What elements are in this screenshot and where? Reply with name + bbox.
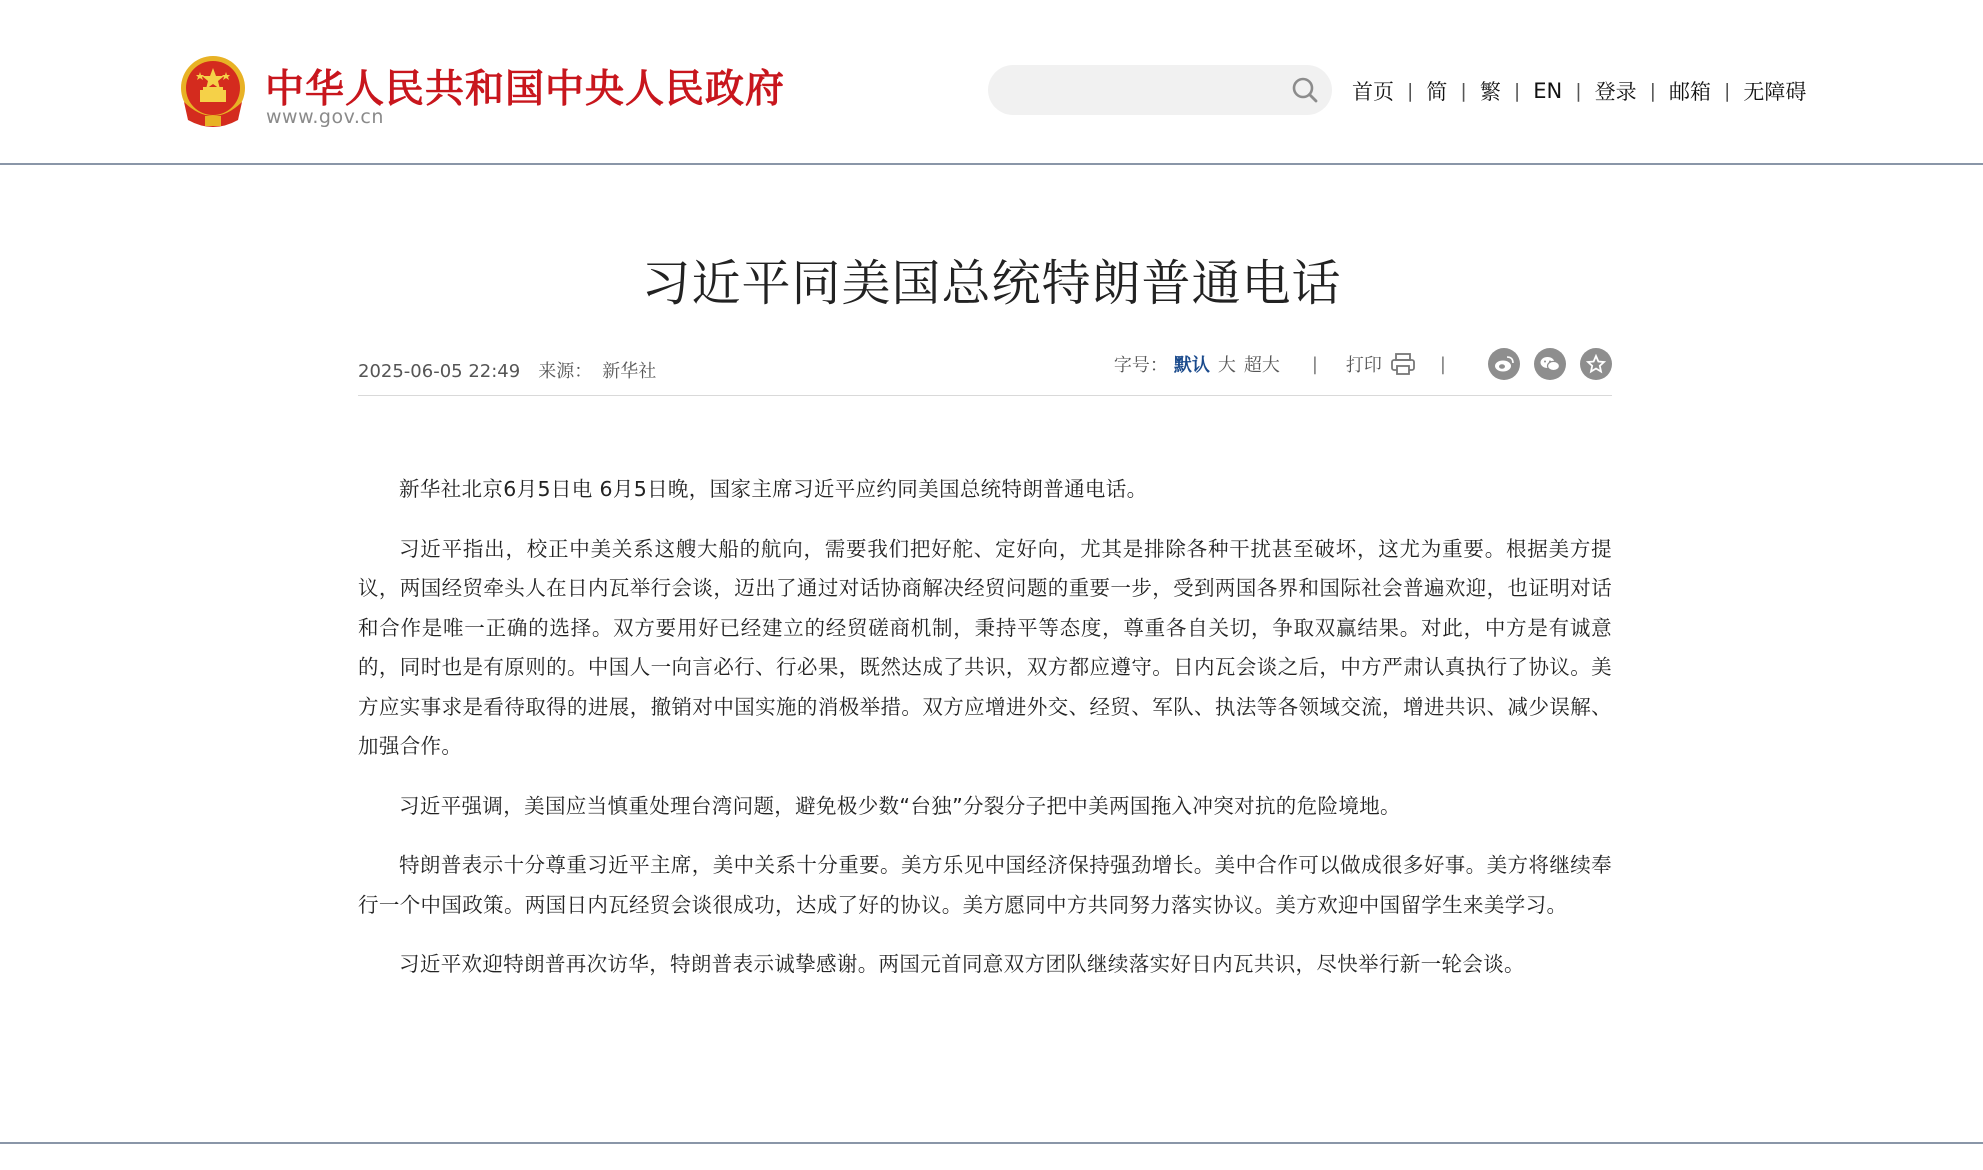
weibo-icon[interactable]: [1488, 348, 1520, 380]
article-paragraph: 习近平指出，校正中美关系这艘大船的航向，需要我们把好舵、定好向，尤其是排除各种干扰甚至破坏，这尤为重要。根据美方提议，两国经贸牵头人在日内瓦举行会谈，迈出了通过对话协商解决经贸问题的重要一步，受到两国各界和国际社会普遍欢迎，也证明对话和合作是唯一正确的选择。双方要用好已经建立的经贸磋商机制，秉持平等态度，尊重各自关切，争取双赢结果。对此，中方是有诚意的，同时也是有原则的。中国人一向言必行、行必果，既然达成了共识，双方都应遵守。日内瓦会谈之后，中方严肃认真执行了协议。美方应实事求是看待取得的进展，撤销对中国实施的消极举措。双方应增进外交、经贸、军队、执法等各领域交流，增进共识、减少误解、加强合作。: [358, 536, 1612, 758]
nav-separator: |: [1649, 80, 1657, 102]
favorite-icon[interactable]: [1580, 348, 1612, 380]
article-meta: [358, 342, 1612, 396]
nav-english[interactable]: EN: [1533, 79, 1563, 103]
font-size-default[interactable]: 默认: [1173, 355, 1210, 376]
source-name: 新华社: [602, 361, 657, 382]
nav-mail[interactable]: 邮箱: [1669, 80, 1712, 104]
article-paragraph: 习近平强调，美国应当慎重处理台湾问题，避免极少数“台独”分裂分子把中美两国拖入冲突对抗的危险境地。: [399, 793, 1401, 818]
nav-simplified[interactable]: 简: [1426, 80, 1448, 104]
article-paragraph: 新华社北京6月5日电 6月5日晚，国家主席习近平应约同美国总统特朗普通电话。: [399, 477, 1148, 501]
meta-info: [358, 357, 674, 383]
font-size-label: 字号：: [1113, 355, 1168, 376]
font-size-xlarge[interactable]: 超大: [1243, 355, 1280, 376]
meta-separator: |: [1311, 353, 1318, 375]
footer-divider: [0, 1142, 1983, 1144]
site-name[interactable]: 中华人民共和国中央人民政府: [265, 67, 786, 112]
article-title: 习近平同美国总统特朗普通电话: [641, 255, 1342, 312]
print-button[interactable]: [1346, 351, 1416, 377]
font-size-large[interactable]: 大: [1217, 355, 1236, 376]
print-label: 打印: [1345, 355, 1382, 376]
search-icon[interactable]: [1290, 75, 1320, 105]
search-box: [988, 65, 1332, 115]
nav-home[interactable]: 首页: [1352, 80, 1394, 104]
nav-login[interactable]: 登录: [1594, 80, 1637, 104]
nav-separator: |: [1724, 80, 1731, 102]
article-body: [358, 470, 1612, 1005]
printer-icon: [1390, 352, 1416, 376]
nav-separator: |: [1407, 80, 1414, 102]
nav-separator: |: [1460, 80, 1467, 102]
site-header: [0, 0, 1983, 165]
meta-separator: |: [1439, 353, 1446, 375]
nav-separator: |: [1575, 80, 1582, 102]
meta-tools: [1114, 346, 1612, 382]
article-paragraph: 特朗普表示十分尊重习近平主席，美中关系十分重要。美方乐见中国经济保持强劲增长。美中合作可以做成很多好事。美方将继续奉行一个中国政策。两国日内瓦经贸会谈很成功，达成了好的协议。美方愿同中方共同努力落实协议。美方欢迎中国留学生来美学习。: [358, 853, 1612, 917]
search-input[interactable]: [1010, 65, 1260, 115]
article-paragraph: 习近平欢迎特朗普再次访华，特朗普表示诚挚感谢。两国元首同意双方团队继续落实好日内瓦共识，尽快举行新一轮会谈。: [399, 952, 1525, 976]
nav-accessibility[interactable]: 无障碍: [1743, 80, 1807, 104]
top-nav: [1352, 76, 1806, 106]
national-emblem-icon[interactable]: [178, 54, 248, 130]
source-label: 来源：: [538, 361, 593, 382]
nav-separator: |: [1513, 80, 1521, 102]
site-url[interactable]: www.gov.cn: [266, 106, 384, 128]
wechat-icon[interactable]: [1534, 348, 1566, 380]
publish-date: 2025-06-05 22:49: [358, 361, 521, 382]
nav-traditional[interactable]: 繁: [1479, 80, 1501, 104]
